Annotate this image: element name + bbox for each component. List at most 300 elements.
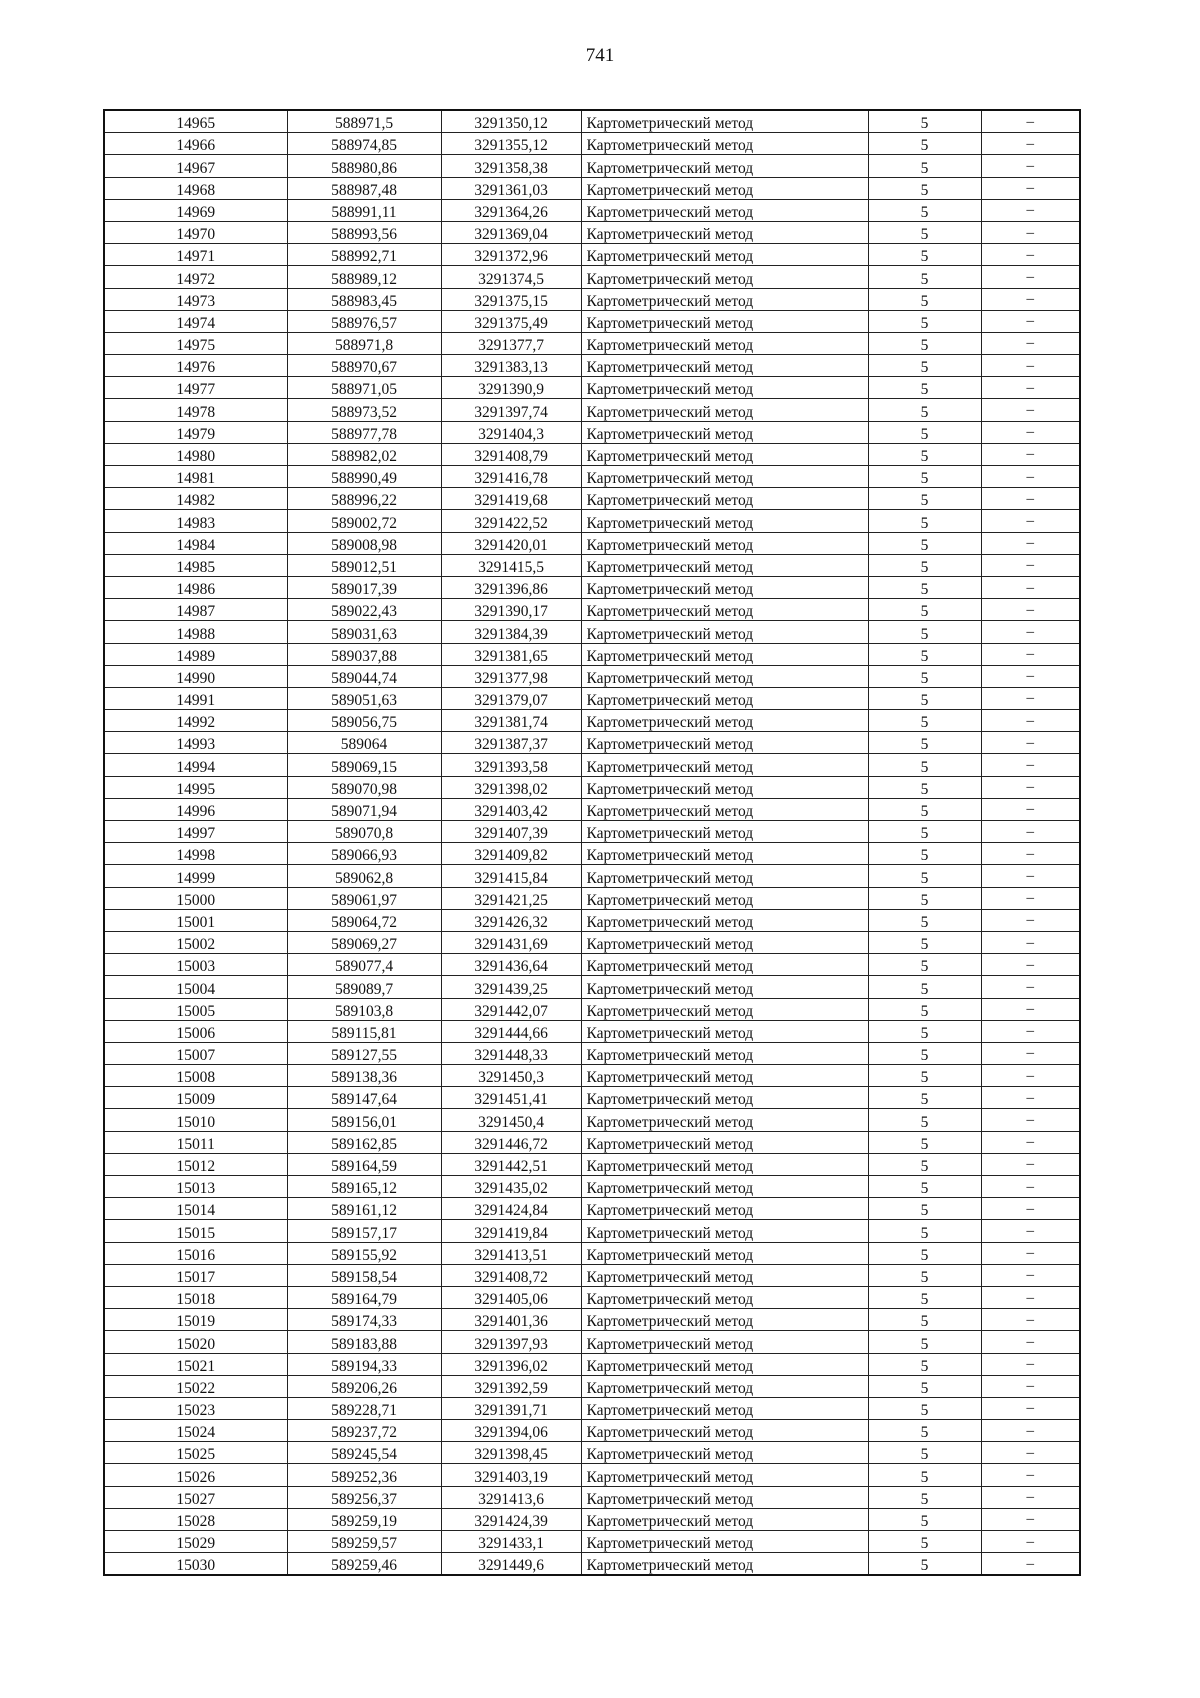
accuracy-cell: 5 xyxy=(868,1553,981,1576)
x-coordinate-cell: 589070,98 xyxy=(287,776,441,798)
table-row xyxy=(104,310,1080,332)
x-coordinate-cell: 589158,54 xyxy=(287,1264,441,1286)
accuracy-cell: 5 xyxy=(868,798,981,820)
point-number-cell: 14984 xyxy=(104,532,287,554)
accuracy-cell: 5 xyxy=(868,554,981,576)
method-cell: Картометрический метод xyxy=(581,710,868,732)
method-cell: Картометрический метод xyxy=(581,421,868,443)
note-cell: – xyxy=(981,576,1080,598)
x-coordinate-cell: 588993,56 xyxy=(287,221,441,243)
y-coordinate-cell: 3291449,6 xyxy=(441,1553,581,1576)
accuracy-cell: 5 xyxy=(868,443,981,465)
table-row xyxy=(104,1420,1080,1442)
x-coordinate-cell: 589077,4 xyxy=(287,954,441,976)
table-row xyxy=(104,887,1080,909)
x-coordinate-cell: 589071,94 xyxy=(287,798,441,820)
x-coordinate-cell: 588991,11 xyxy=(287,199,441,221)
note-cell: – xyxy=(981,931,1080,953)
accuracy-cell: 5 xyxy=(868,221,981,243)
point-number-cell: 15019 xyxy=(104,1309,287,1331)
y-coordinate-cell: 3291442,51 xyxy=(441,1153,581,1175)
note-cell: – xyxy=(981,421,1080,443)
note-cell: – xyxy=(981,443,1080,465)
table-row xyxy=(104,643,1080,665)
x-coordinate-cell: 589252,36 xyxy=(287,1464,441,1486)
accuracy-cell: 5 xyxy=(868,643,981,665)
table-row xyxy=(104,865,1080,887)
table-row xyxy=(104,1331,1080,1353)
table-row xyxy=(104,798,1080,820)
accuracy-cell: 5 xyxy=(868,821,981,843)
x-coordinate-cell: 589037,88 xyxy=(287,643,441,665)
method-cell: Картометрический метод xyxy=(581,1508,868,1530)
x-coordinate-cell: 589147,64 xyxy=(287,1087,441,1109)
table-row xyxy=(104,1264,1080,1286)
table-row xyxy=(104,1131,1080,1153)
point-number-cell: 15018 xyxy=(104,1286,287,1308)
x-coordinate-cell: 588971,8 xyxy=(287,332,441,354)
x-coordinate-cell: 589174,33 xyxy=(287,1309,441,1331)
y-coordinate-cell: 3291403,19 xyxy=(441,1464,581,1486)
y-coordinate-cell: 3291415,5 xyxy=(441,554,581,576)
method-cell: Картометрический метод xyxy=(581,1020,868,1042)
accuracy-cell: 5 xyxy=(868,244,981,266)
accuracy-cell: 5 xyxy=(868,954,981,976)
point-number-cell: 15011 xyxy=(104,1131,287,1153)
table-row xyxy=(104,1309,1080,1331)
note-cell: – xyxy=(981,1531,1080,1553)
point-number-cell: 15004 xyxy=(104,976,287,998)
y-coordinate-cell: 3291396,86 xyxy=(441,576,581,598)
method-cell: Картометрический метод xyxy=(581,1486,868,1508)
table-row xyxy=(104,1020,1080,1042)
point-number-cell: 14978 xyxy=(104,399,287,421)
accuracy-cell: 5 xyxy=(868,399,981,421)
note-cell: – xyxy=(981,1286,1080,1308)
method-cell: Картометрический метод xyxy=(581,687,868,709)
method-cell: Картометрический метод xyxy=(581,1109,868,1131)
accuracy-cell: 5 xyxy=(868,576,981,598)
table-row xyxy=(104,244,1080,266)
method-cell: Картометрический метод xyxy=(581,1264,868,1286)
x-coordinate-cell: 589183,88 xyxy=(287,1331,441,1353)
note-cell: – xyxy=(981,110,1080,133)
table-row xyxy=(104,1464,1080,1486)
method-cell: Картометрический метод xyxy=(581,665,868,687)
x-coordinate-cell: 589002,72 xyxy=(287,510,441,532)
point-number-cell: 14970 xyxy=(104,221,287,243)
accuracy-cell: 5 xyxy=(868,976,981,998)
point-number-cell: 15026 xyxy=(104,1464,287,1486)
y-coordinate-cell: 3291398,02 xyxy=(441,776,581,798)
table-row xyxy=(104,998,1080,1020)
x-coordinate-cell: 589069,15 xyxy=(287,754,441,776)
table-row xyxy=(104,1065,1080,1087)
point-number-cell: 14998 xyxy=(104,843,287,865)
accuracy-cell: 5 xyxy=(868,865,981,887)
y-coordinate-cell: 3291364,26 xyxy=(441,199,581,221)
method-cell: Картометрический метод xyxy=(581,1309,868,1331)
point-number-cell: 15028 xyxy=(104,1508,287,1530)
note-cell: – xyxy=(981,266,1080,288)
y-coordinate-cell: 3291405,06 xyxy=(441,1286,581,1308)
note-cell: – xyxy=(981,488,1080,510)
y-coordinate-cell: 3291450,3 xyxy=(441,1065,581,1087)
accuracy-cell: 5 xyxy=(868,377,981,399)
y-coordinate-cell: 3291442,07 xyxy=(441,998,581,1020)
note-cell: – xyxy=(981,1109,1080,1131)
y-coordinate-cell: 3291390,17 xyxy=(441,599,581,621)
method-cell: Картометрический метод xyxy=(581,621,868,643)
point-number-cell: 14977 xyxy=(104,377,287,399)
coordinates-table xyxy=(103,109,1081,1576)
note-cell: – xyxy=(981,332,1080,354)
table-row xyxy=(104,710,1080,732)
method-cell: Картометрический метод xyxy=(581,1065,868,1087)
note-cell: – xyxy=(981,155,1080,177)
table-row xyxy=(104,1042,1080,1064)
x-coordinate-cell: 588980,86 xyxy=(287,155,441,177)
point-number-cell: 15005 xyxy=(104,998,287,1020)
x-coordinate-cell: 589012,51 xyxy=(287,554,441,576)
point-number-cell: 14997 xyxy=(104,821,287,843)
table-row xyxy=(104,421,1080,443)
method-cell: Картометрический метод xyxy=(581,155,868,177)
accuracy-cell: 5 xyxy=(868,133,981,155)
y-coordinate-cell: 3291397,93 xyxy=(441,1331,581,1353)
point-number-cell: 15001 xyxy=(104,909,287,931)
method-cell: Картометрический метод xyxy=(581,554,868,576)
accuracy-cell: 5 xyxy=(868,1286,981,1308)
method-cell: Картометрический метод xyxy=(581,133,868,155)
note-cell: – xyxy=(981,1042,1080,1064)
y-coordinate-cell: 3291431,69 xyxy=(441,931,581,953)
table-row xyxy=(104,1286,1080,1308)
method-cell: Картометрический метод xyxy=(581,976,868,998)
x-coordinate-cell: 589066,93 xyxy=(287,843,441,865)
method-cell: Картометрический метод xyxy=(581,221,868,243)
x-coordinate-cell: 589069,27 xyxy=(287,931,441,953)
point-number-cell: 15008 xyxy=(104,1065,287,1087)
y-coordinate-cell: 3291381,74 xyxy=(441,710,581,732)
method-cell: Картометрический метод xyxy=(581,909,868,931)
y-coordinate-cell: 3291424,39 xyxy=(441,1508,581,1530)
x-coordinate-cell: 588977,78 xyxy=(287,421,441,443)
y-coordinate-cell: 3291422,52 xyxy=(441,510,581,532)
point-number-cell: 14971 xyxy=(104,244,287,266)
method-cell: Картометрический метод xyxy=(581,954,868,976)
point-number-cell: 14983 xyxy=(104,510,287,532)
accuracy-cell: 5 xyxy=(868,310,981,332)
accuracy-cell: 5 xyxy=(868,510,981,532)
method-cell: Картометрический метод xyxy=(581,1464,868,1486)
y-coordinate-cell: 3291379,07 xyxy=(441,687,581,709)
y-coordinate-cell: 3291448,33 xyxy=(441,1042,581,1064)
table-row xyxy=(104,488,1080,510)
accuracy-cell: 5 xyxy=(868,732,981,754)
x-coordinate-cell: 588992,71 xyxy=(287,244,441,266)
accuracy-cell: 5 xyxy=(868,1264,981,1286)
y-coordinate-cell: 3291377,7 xyxy=(441,332,581,354)
accuracy-cell: 5 xyxy=(868,1131,981,1153)
x-coordinate-cell: 589256,37 xyxy=(287,1486,441,1508)
note-cell: – xyxy=(981,599,1080,621)
y-coordinate-cell: 3291404,3 xyxy=(441,421,581,443)
note-cell: – xyxy=(981,1242,1080,1264)
note-cell: – xyxy=(981,1220,1080,1242)
table-row xyxy=(104,843,1080,865)
note-cell: – xyxy=(981,177,1080,199)
accuracy-cell: 5 xyxy=(868,1531,981,1553)
method-cell: Картометрический метод xyxy=(581,1087,868,1109)
accuracy-cell: 5 xyxy=(868,887,981,909)
y-coordinate-cell: 3291450,4 xyxy=(441,1109,581,1131)
x-coordinate-cell: 589259,57 xyxy=(287,1531,441,1553)
accuracy-cell: 5 xyxy=(868,1087,981,1109)
method-cell: Картометрический метод xyxy=(581,244,868,266)
table-row xyxy=(104,288,1080,310)
method-cell: Картометрический метод xyxy=(581,1553,868,1576)
point-number-cell: 14975 xyxy=(104,332,287,354)
method-cell: Картометрический метод xyxy=(581,599,868,621)
x-coordinate-cell: 589165,12 xyxy=(287,1176,441,1198)
y-coordinate-cell: 3291413,6 xyxy=(441,1486,581,1508)
point-number-cell: 15030 xyxy=(104,1553,287,1576)
method-cell: Картометрический метод xyxy=(581,576,868,598)
y-coordinate-cell: 3291413,51 xyxy=(441,1242,581,1264)
accuracy-cell: 5 xyxy=(868,754,981,776)
point-number-cell: 14988 xyxy=(104,621,287,643)
x-coordinate-cell: 588974,85 xyxy=(287,133,441,155)
y-coordinate-cell: 3291444,66 xyxy=(441,1020,581,1042)
table-row xyxy=(104,377,1080,399)
table-row xyxy=(104,931,1080,953)
y-coordinate-cell: 3291408,72 xyxy=(441,1264,581,1286)
point-number-cell: 15014 xyxy=(104,1198,287,1220)
note-cell: – xyxy=(981,909,1080,931)
accuracy-cell: 5 xyxy=(868,687,981,709)
point-number-cell: 14994 xyxy=(104,754,287,776)
note-cell: – xyxy=(981,954,1080,976)
note-cell: – xyxy=(981,798,1080,820)
table-row xyxy=(104,976,1080,998)
point-number-cell: 14991 xyxy=(104,687,287,709)
table-row xyxy=(104,1176,1080,1198)
method-cell: Картометрический метод xyxy=(581,532,868,554)
table-row xyxy=(104,177,1080,199)
y-coordinate-cell: 3291436,64 xyxy=(441,954,581,976)
point-number-cell: 14986 xyxy=(104,576,287,598)
accuracy-cell: 5 xyxy=(868,1065,981,1087)
x-coordinate-cell: 589062,8 xyxy=(287,865,441,887)
note-cell: – xyxy=(981,1331,1080,1353)
method-cell: Картометрический метод xyxy=(581,1353,868,1375)
note-cell: – xyxy=(981,1087,1080,1109)
y-coordinate-cell: 3291407,39 xyxy=(441,821,581,843)
point-number-cell: 15002 xyxy=(104,931,287,953)
method-cell: Картометрический метод xyxy=(581,443,868,465)
method-cell: Картометрический метод xyxy=(581,332,868,354)
note-cell: – xyxy=(981,355,1080,377)
note-cell: – xyxy=(981,1065,1080,1087)
table-row xyxy=(104,1198,1080,1220)
y-coordinate-cell: 3291375,15 xyxy=(441,288,581,310)
y-coordinate-cell: 3291392,59 xyxy=(441,1375,581,1397)
method-cell: Картометрический метод xyxy=(581,754,868,776)
y-coordinate-cell: 3291435,02 xyxy=(441,1176,581,1198)
x-coordinate-cell: 589164,79 xyxy=(287,1286,441,1308)
y-coordinate-cell: 3291421,25 xyxy=(441,887,581,909)
point-number-cell: 15024 xyxy=(104,1420,287,1442)
table-row xyxy=(104,732,1080,754)
y-coordinate-cell: 3291408,79 xyxy=(441,443,581,465)
accuracy-cell: 5 xyxy=(868,1508,981,1530)
y-coordinate-cell: 3291358,38 xyxy=(441,155,581,177)
x-coordinate-cell: 588970,67 xyxy=(287,355,441,377)
accuracy-cell: 5 xyxy=(868,466,981,488)
accuracy-cell: 5 xyxy=(868,1042,981,1064)
y-coordinate-cell: 3291355,12 xyxy=(441,133,581,155)
x-coordinate-cell: 589138,36 xyxy=(287,1065,441,1087)
table-row xyxy=(104,355,1080,377)
method-cell: Картометрический метод xyxy=(581,821,868,843)
accuracy-cell: 5 xyxy=(868,621,981,643)
table-row xyxy=(104,1220,1080,1242)
table-row xyxy=(104,1353,1080,1375)
table-row xyxy=(104,1109,1080,1131)
point-number-cell: 15017 xyxy=(104,1264,287,1286)
point-number-cell: 14992 xyxy=(104,710,287,732)
method-cell: Картометрический метод xyxy=(581,466,868,488)
accuracy-cell: 5 xyxy=(868,332,981,354)
table-row xyxy=(104,399,1080,421)
note-cell: – xyxy=(981,1508,1080,1530)
method-cell: Картометрический метод xyxy=(581,865,868,887)
accuracy-cell: 5 xyxy=(868,288,981,310)
note-cell: – xyxy=(981,976,1080,998)
point-number-cell: 14981 xyxy=(104,466,287,488)
x-coordinate-cell: 589022,43 xyxy=(287,599,441,621)
y-coordinate-cell: 3291403,42 xyxy=(441,798,581,820)
point-number-cell: 15025 xyxy=(104,1442,287,1464)
y-coordinate-cell: 3291374,5 xyxy=(441,266,581,288)
note-cell: – xyxy=(981,1553,1080,1576)
point-number-cell: 15016 xyxy=(104,1242,287,1264)
y-coordinate-cell: 3291409,82 xyxy=(441,843,581,865)
note-cell: – xyxy=(981,244,1080,266)
point-number-cell: 14982 xyxy=(104,488,287,510)
accuracy-cell: 5 xyxy=(868,355,981,377)
table-row xyxy=(104,1531,1080,1553)
y-coordinate-cell: 3291397,74 xyxy=(441,399,581,421)
x-coordinate-cell: 589164,59 xyxy=(287,1153,441,1175)
x-coordinate-cell: 589157,17 xyxy=(287,1220,441,1242)
accuracy-cell: 5 xyxy=(868,1242,981,1264)
method-cell: Картометрический метод xyxy=(581,732,868,754)
y-coordinate-cell: 3291391,71 xyxy=(441,1397,581,1419)
accuracy-cell: 5 xyxy=(868,1020,981,1042)
accuracy-cell: 5 xyxy=(868,1309,981,1331)
method-cell: Картометрический метод xyxy=(581,1420,868,1442)
note-cell: – xyxy=(981,1375,1080,1397)
method-cell: Картометрический метод xyxy=(581,931,868,953)
note-cell: – xyxy=(981,1153,1080,1175)
y-coordinate-cell: 3291419,84 xyxy=(441,1220,581,1242)
accuracy-cell: 5 xyxy=(868,155,981,177)
x-coordinate-cell: 588971,05 xyxy=(287,377,441,399)
table-row xyxy=(104,621,1080,643)
point-number-cell: 15027 xyxy=(104,1486,287,1508)
note-cell: – xyxy=(981,221,1080,243)
method-cell: Картометрический метод xyxy=(581,199,868,221)
point-number-cell: 15009 xyxy=(104,1087,287,1109)
table-row xyxy=(104,221,1080,243)
method-cell: Картометрический метод xyxy=(581,1131,868,1153)
x-coordinate-cell: 589127,55 xyxy=(287,1042,441,1064)
method-cell: Картометрический метод xyxy=(581,510,868,532)
y-coordinate-cell: 3291394,06 xyxy=(441,1420,581,1442)
note-cell: – xyxy=(981,133,1080,155)
y-coordinate-cell: 3291390,9 xyxy=(441,377,581,399)
point-number-cell: 15021 xyxy=(104,1353,287,1375)
accuracy-cell: 5 xyxy=(868,1176,981,1198)
x-coordinate-cell: 589156,01 xyxy=(287,1109,441,1131)
y-coordinate-cell: 3291439,25 xyxy=(441,976,581,998)
x-coordinate-cell: 588989,12 xyxy=(287,266,441,288)
point-number-cell: 15000 xyxy=(104,887,287,909)
accuracy-cell: 5 xyxy=(868,1442,981,1464)
point-number-cell: 15023 xyxy=(104,1397,287,1419)
y-coordinate-cell: 3291415,84 xyxy=(441,865,581,887)
note-cell: – xyxy=(981,399,1080,421)
method-cell: Картометрический метод xyxy=(581,1531,868,1553)
x-coordinate-cell: 589064 xyxy=(287,732,441,754)
x-coordinate-cell: 588996,22 xyxy=(287,488,441,510)
y-coordinate-cell: 3291398,45 xyxy=(441,1442,581,1464)
note-cell: – xyxy=(981,732,1080,754)
accuracy-cell: 5 xyxy=(868,1331,981,1353)
accuracy-cell: 5 xyxy=(868,177,981,199)
note-cell: – xyxy=(981,1420,1080,1442)
x-coordinate-cell: 589044,74 xyxy=(287,665,441,687)
table-row xyxy=(104,1153,1080,1175)
point-number-cell: 15013 xyxy=(104,1176,287,1198)
accuracy-cell: 5 xyxy=(868,1375,981,1397)
x-coordinate-cell: 589259,46 xyxy=(287,1553,441,1576)
table-row xyxy=(104,1242,1080,1264)
point-number-cell: 15007 xyxy=(104,1042,287,1064)
note-cell: – xyxy=(981,1020,1080,1042)
method-cell: Картометрический метод xyxy=(581,266,868,288)
method-cell: Картометрический метод xyxy=(581,1220,868,1242)
y-coordinate-cell: 3291426,32 xyxy=(441,909,581,931)
point-number-cell: 15022 xyxy=(104,1375,287,1397)
point-number-cell: 15029 xyxy=(104,1531,287,1553)
note-cell: – xyxy=(981,1198,1080,1220)
x-coordinate-cell: 588973,52 xyxy=(287,399,441,421)
method-cell: Картометрический метод xyxy=(581,310,868,332)
y-coordinate-cell: 3291350,12 xyxy=(441,110,581,133)
table-row xyxy=(104,443,1080,465)
table-row xyxy=(104,576,1080,598)
table-row xyxy=(104,754,1080,776)
x-coordinate-cell: 589162,85 xyxy=(287,1131,441,1153)
table-row xyxy=(104,133,1080,155)
x-coordinate-cell: 589051,63 xyxy=(287,687,441,709)
x-coordinate-cell: 589061,97 xyxy=(287,887,441,909)
table-row xyxy=(104,1397,1080,1419)
x-coordinate-cell: 589103,8 xyxy=(287,998,441,1020)
